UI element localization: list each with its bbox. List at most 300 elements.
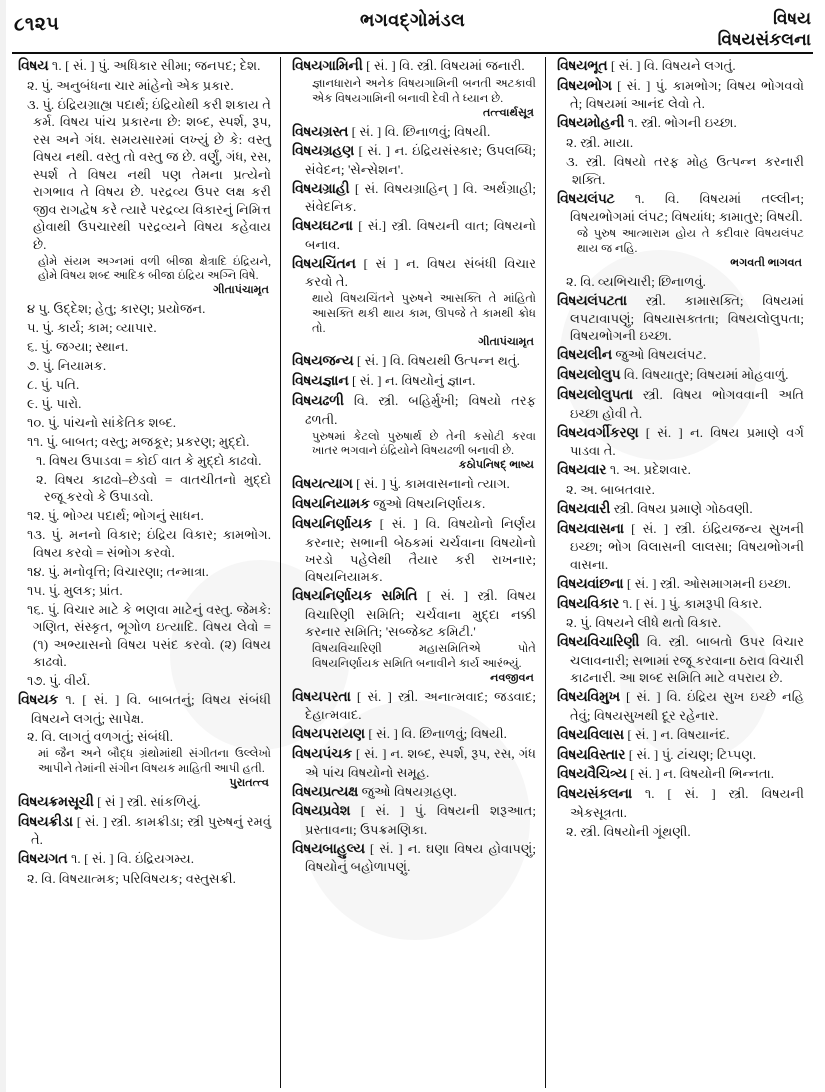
sense-number: ૧૭.	[27, 673, 46, 689]
grammar-label: અ.	[623, 462, 641, 477]
definition-text: માયા.	[603, 135, 634, 151]
entry-headword: વિષયક	[18, 692, 59, 708]
grammar-label: [ સં. ] વિ.	[610, 58, 659, 73]
definition-text: અધિકાર સીમા; જનપદ; દેશ.	[113, 58, 261, 73]
grammar-label: [ સં. ] પું.	[356, 476, 401, 492]
grammar-label: પું.	[47, 415, 60, 431]
definition-text: વિષય સંબંધી વિચાર કરવો તે.	[305, 255, 536, 289]
text-column-3	[545, 57, 813, 1088]
definition-text: વિષયની એકસૂત્રતા.	[570, 786, 804, 820]
definition-text: વ્યભિચારી; છિનાળવું.	[597, 273, 706, 289]
sense-number: ૧.	[644, 786, 655, 802]
grammar-label: [ સં. ] વિ.	[368, 726, 416, 742]
grammar-label: [ સં. ] પું.	[360, 803, 427, 819]
book-title: ભગવદ્ગોમંડલ	[359, 10, 466, 30]
entry-headword: વિષયઢળી	[292, 393, 344, 409]
dictionary-entry	[557, 57, 804, 75]
subsense-text: વિષય ઉપાડવા = કોઈ વાત કે મુદ્દો કાઢવો.	[48, 453, 262, 468]
definition-text: અનાત્મવાદ; જડવાદ; દેહાત્મવાદ.	[305, 688, 536, 723]
definition-text: નિયામક.	[57, 358, 107, 374]
definition-text: કાર્ય; કામ; વ્યાપાર.	[57, 320, 157, 336]
grammar-label: [ સં. ] સ્ત્રી.	[667, 786, 749, 802]
sense-number: ૫.	[27, 320, 39, 336]
dictionary-entry	[292, 352, 536, 370]
quotation-source: ગીતાપંચામૃત	[213, 284, 269, 297]
quotation-source: પુરાતત્ત્વ	[229, 777, 269, 790]
entry-headword: વિષયપંચક	[292, 746, 352, 762]
grammar-label: [ સં. ] સ્ત્રી.	[631, 520, 696, 536]
grammar-label: સ્ત્રી.	[585, 154, 606, 170]
definition-text: વિષયથી ઉત્પન્ન થતું.	[407, 353, 520, 369]
dictionary-entry	[292, 688, 536, 724]
sense-number: ૧૨.	[27, 508, 45, 524]
sense-number: ૧૫.	[27, 582, 46, 598]
grammar-label: [ સં. ] ન.	[369, 840, 421, 856]
grammar-label: વિ.	[580, 273, 595, 289]
grammar-label: [ સં. વિષયગ્રાહિન્ ] વિ.	[354, 180, 478, 196]
sense-number: ૧.	[70, 851, 81, 867]
dictionary-entry	[557, 765, 804, 783]
dictionary-entry	[292, 515, 536, 586]
definition-text: છિનાળવું; વિષયી.	[402, 123, 491, 139]
entry-headword: વિષયવિમુખ	[557, 689, 620, 705]
entry-headword: વિષયબાહુલ્ય	[292, 840, 365, 856]
grammar-label: [ સં. ] ન.	[645, 424, 704, 440]
grammar-label: પું.	[41, 77, 54, 93]
definition-text: વિષયો તરફ મોહ ઉત્પન્ન કરનારી શક્તિ.	[572, 154, 804, 187]
sense-number: ૩.	[27, 96, 39, 112]
quotation-source: તત્ત્વાર્થસૂત્ર	[482, 106, 534, 119]
guide-words	[718, 8, 811, 51]
definition-text: ઉદ્દેશ; હેતુ; કારણ; પ્રયોજન.	[53, 301, 206, 317]
entry-headword: વિષયપ્રત્યક્ષ	[292, 783, 359, 799]
entry-headword: વિષય	[18, 58, 49, 73]
grammar-label: [ સં. ] વિ.	[356, 353, 405, 369]
entry-headword: વિષયવૈચિત્ર્ય	[557, 766, 627, 782]
sense-number: ૧.	[609, 462, 620, 477]
definition-text: વિષયની શરૂઆત; પ્રસ્તાવના; ઉપક્રમણિકા.	[305, 803, 536, 837]
dictionary-entry	[292, 57, 536, 75]
dictionary-entry	[292, 217, 536, 253]
definition-text: બાબતનું; વિષય સંબંધી વિષયને લગતું; સાપેક્ષ.	[31, 692, 271, 726]
definition-text: વિષયોની ભિન્નતા.	[679, 766, 775, 782]
definition-text: વિષયોનો નિર્ણય કરનાર; સભાની બેઠકમાં ચર્ચવાના વિષયોનો ખરડો પહેલેથી તૈયાર કરી રાખનાર; વિષયનિયામક.	[305, 516, 536, 585]
text-column-2	[280, 57, 545, 1088]
dictionary-entry	[557, 386, 804, 422]
entry-sense	[18, 414, 271, 431]
illustrative-quotation: માં જૈન અને બૌદ્ધ ગ્રંથોમાંથી સંગીતના ઉલ્લેખો આપીને તેમાંની સંગીન વિષયક માહિતી આપી હતી.	[38, 747, 271, 776]
grammar-label: પું.	[42, 358, 55, 374]
dictionary-entry	[557, 595, 804, 613]
definition-text: ભોગની ઇચ્છા.	[664, 115, 737, 131]
illustrative-quotation: હોમે સંયમ અગ્નમાં વળી બીજા ક્ષેત્રાદિ ઇંદ્રિયને, હોમે વિષય શબ્દ આદિક બીજા ઇંદ્રિય અગ્નિ વિષે.	[38, 254, 271, 283]
sense-number: ૨.	[566, 273, 577, 289]
definition-text: ઇંદ્રિયગમ્ય.	[135, 851, 195, 867]
definition-text: વિષયાતુર; વિષયમાં મોહવાળું.	[641, 367, 789, 383]
entry-headword: વિષયલોલુપતા	[557, 387, 633, 403]
grammar-label: સ્ત્રી.	[613, 500, 634, 516]
definition-text: પ્રદેશવાર.	[643, 462, 691, 477]
entry-sense	[18, 870, 271, 887]
entry-headword: વિષયભોગ	[557, 77, 612, 93]
grammar-label: [ સં. ] પું.	[635, 595, 681, 611]
sense-number: ૧૩.	[27, 527, 46, 543]
definition-text: વિષયમાં તલ્લીન; વિષયભોગમાં લંપટ; વિષયાંધ; કામાતુર; વિષયી.	[570, 190, 804, 224]
definition-text: વિષય ભોગવવાની અતિ ઇચ્છા હોવી તે.	[570, 387, 804, 421]
entry-headword: વિષયત્યાગ	[292, 476, 353, 492]
entry-headword: વિષયવાંછના	[557, 575, 624, 591]
entry-headword: વિષયવિલાસ	[557, 726, 624, 742]
definition-text: ઇંદ્રિયજન્ય સુખની ઇચ્છા; ભોગ વિલાસની લાલસા; વિષયભોગની વાસના.	[570, 520, 805, 572]
grammar-label: વિ. સ્ત્રી.	[646, 634, 689, 650]
entry-headword: વિષયગ્રહણ	[292, 143, 355, 159]
grammar-label: [ સં. ] સ્ત્રી.	[356, 688, 418, 704]
entry-headword: વિષયજન્ય	[292, 353, 354, 369]
definition-text: વિચાર માટે કે ભણવા માટેનું વસ્તુ. જેમકે: ગણિત, સંસ્કૃત, ભૂગોળ ઇત્યાદિ. વિષય લેવો = (૧) અભ્યાસનો વિષય પસંદ કરવો. (૨) વિષય કાઢવો.	[33, 601, 271, 670]
dictionary-entry	[557, 500, 804, 518]
definition-text: વિષય પ્રમાણે વર્ગ પાડવા તે.	[570, 424, 804, 459]
grammar-label: પું.	[47, 601, 60, 617]
grammar-label: [ સં. ] પું.	[628, 746, 674, 762]
entry-headword: વિષયવિચારિણી	[557, 634, 640, 650]
dictionary-entry	[18, 793, 271, 811]
scan-artifact	[0, 0, 6, 1092]
grammar-label: [ સં. ] ન.	[630, 766, 677, 782]
entry-sense	[557, 614, 804, 631]
entry-headword: વિષયક્રીડા	[18, 814, 73, 829]
definition-text: વિષયોની ગૂંથણી.	[603, 823, 691, 839]
quotation-source: નવજીવન	[490, 671, 534, 684]
sense-number: ૨.	[566, 823, 577, 839]
definition-text: કામાસક્તિ; વિષયમાં લપટાવાપણું; વિષયાસક્તતા; વિષયલોલુપતા; વિષયભોગની ઇચ્છા.	[570, 292, 804, 344]
entry-sense	[557, 823, 804, 840]
quotation-source: ગીતાપંચામૃત	[478, 336, 534, 349]
entry-sense	[557, 273, 804, 290]
entry-headword: વિષયલીન	[557, 347, 612, 363]
illustrative-quotation: વિષયવિચારિણી મહાસમિતિએ પોતે વિષયનિર્ણાયક સમિતિ બનાવીને કાર્ય આરંભ્યું.	[312, 642, 536, 671]
entry-sense	[18, 96, 271, 253]
definition-text: વીર્ય.	[64, 673, 91, 689]
header-divider-rule	[12, 52, 813, 54]
entry-headword: વિષયસંકલના	[557, 786, 633, 802]
grammar-label: [ સં ] સ્ત્રી.	[97, 794, 147, 810]
definition-text: બહિર્મુખી; વિષયો તરફ ઢળતી.	[305, 393, 536, 427]
subsense-number: ૨.	[36, 471, 47, 487]
definition-text: વિષયને લગતું.	[661, 58, 736, 73]
entry-headword: વિષયગ્રસ્ત	[292, 123, 349, 139]
sense-number: ૧.	[51, 58, 62, 73]
definition-text: છિનાળવું; વિષયી.	[419, 726, 507, 742]
entry-headword: વિષયનિયામક	[292, 496, 370, 512]
definition-text: પારો.	[56, 396, 82, 412]
text-column-1	[12, 57, 280, 1088]
definition-text: વિષયની વાત; વિષયનો બનાવ.	[305, 218, 536, 252]
definition-text: કામક્રીડા; સ્ત્રી પુરુષનું રમવું તે.	[31, 814, 272, 848]
entry-headword: વિષયનિર્ણાયક સમિતિ	[292, 588, 418, 604]
grammar-label: [ સં. ] ન.	[352, 373, 399, 389]
dictionary-entry	[292, 142, 536, 178]
dictionary-entry	[557, 366, 804, 384]
definition-text: મનનો વિકાર; ઇંદ્રિય વિકાર; કામભોગ. વિષય કરવો = સંભોગ કરવો.	[33, 527, 271, 560]
grammar-label: વિ. સ્ત્રી.	[353, 393, 399, 409]
dictionary-entry	[292, 783, 536, 801]
subsense-text: વિષય કાઢવો–છેડવો = વાતચીતનો મુદ્દો રજૂ કરવો કે ઉપાડવો.	[44, 471, 271, 505]
entry-headword: વિષયવિકાર	[557, 595, 620, 611]
definition-text: ઓસમાગમની ઇચ્છા.	[683, 575, 791, 591]
guide-word-first: વિષય	[773, 9, 811, 28]
definition-text: અર્થગ્રાહી; સંવેદનિક.	[305, 180, 536, 215]
entry-headword: વિષયવર્ગીકરણ	[557, 424, 639, 440]
running-head	[0, 0, 825, 52]
definition-text: ભોગ્ય પદાર્થ; ભોગનું સાધન.	[62, 508, 204, 524]
grammar-label: પું.	[48, 582, 61, 598]
entry-sense	[18, 357, 271, 374]
entry-sense	[18, 507, 271, 524]
definition-text: મુલક; પ્રાંત.	[63, 582, 123, 598]
grammar-label: સ્ત્રી.	[580, 135, 601, 151]
entry-sense	[18, 319, 271, 336]
grammar-label: [ સં. ] ન.	[627, 726, 674, 742]
definition-text: સાંકળિયું.	[150, 794, 201, 810]
dictionary-entry	[557, 461, 804, 479]
dictionary-entry	[557, 424, 804, 460]
entry-sense	[18, 338, 271, 355]
entry-sense	[18, 526, 271, 561]
dictionary-entry	[557, 77, 804, 113]
grammar-label: પું.	[47, 508, 60, 524]
grammar-label: [ સં. ] સ્ત્રી.	[626, 575, 680, 591]
entry-headword: વિષયવિસ્તાર	[557, 746, 626, 762]
dictionary-entry	[557, 292, 804, 345]
entry-sense	[18, 376, 271, 393]
entry-headword: વિષયલોલુપ	[557, 367, 621, 383]
dictionary-entry	[18, 691, 271, 727]
sense-number: ૧.	[627, 115, 638, 131]
sense-number: ૮.	[27, 377, 38, 393]
definition-text: જુઓ વિષયગ્રહણ.	[361, 783, 457, 799]
entry-sense	[18, 395, 271, 412]
entry-headword: વિષયવાસના	[557, 520, 624, 536]
definition-text: વિષયાનંદ.	[676, 726, 730, 742]
entry-headword: વિષયઘટના	[292, 218, 353, 234]
dictionary-entry	[557, 726, 804, 744]
grammar-label: પું.	[42, 320, 54, 336]
grammar-label: વિ.	[664, 190, 680, 206]
grammar-label: સ્ત્રી.	[645, 292, 666, 308]
entry-sense	[557, 134, 804, 151]
grammar-label: [ સં. ] પું.	[65, 58, 110, 73]
sense-number: ૩.	[566, 154, 578, 170]
entry-headword: વિષયવારી	[557, 500, 611, 516]
entry-sense	[557, 153, 804, 188]
dictionary-entry	[292, 123, 536, 141]
dictionary-entry	[292, 255, 536, 291]
grammar-label: પું.	[48, 563, 60, 579]
grammar-label: [ સં. ] પું.	[617, 77, 668, 93]
definition-text: વિષયાત્મક; પરિવિષયક; વસ્તુસક્રી.	[58, 871, 236, 887]
definition-text: વિષય વિચારિણી સમિતિ; ચર્ચવાના મુદ્દા નક્કી કરનાર સમિતિ; 'સબ્જેક્ટ કમિટી.'	[305, 588, 536, 640]
sense-number: ૨.	[27, 871, 38, 887]
definition-text: વિષય પ્રમાણે ગોઠવણી.	[637, 500, 753, 516]
illustrative-quotation: પુરુષમાં કેટલો પુરુષાર્થ છે તેની કસોટી કરવા ખાતર ભગવાને ઇંદ્રિયોને વિષયઢળી બનાવી છે.	[312, 429, 536, 458]
dictionary-entry	[292, 180, 536, 216]
column-container	[12, 57, 813, 1088]
definition-text: પાંચનો સાંકેતિક શબ્દ.	[62, 415, 177, 431]
entry-sense	[18, 601, 271, 671]
definition-text: લાગતું વળગતું; સંબંધી.	[58, 729, 174, 745]
dictionary-entry	[557, 575, 804, 593]
grammar-label: [ સં. ] ન.	[358, 143, 408, 159]
grammar-label: [ સં ] ન.	[363, 255, 420, 271]
dictionary-entry	[292, 840, 536, 876]
entry-headword: વિષયગત	[18, 851, 68, 867]
sense-number: ૨.	[566, 481, 577, 497]
dictionary-entry	[557, 520, 804, 573]
definition-text: વિષયોનું જ્ઞાન.	[401, 373, 476, 389]
definition-text: ઘણા વિષય હોવાપણું; વિષયોનું બહોળાપણું.	[305, 840, 536, 875]
sense-number: ૨.	[27, 729, 38, 745]
dictionary-entry	[292, 725, 536, 743]
grammar-label: [ સં. ] સ્ત્રી.	[426, 588, 498, 604]
grammar-label: પું.	[51, 527, 64, 543]
grammar-label: વિ.	[41, 871, 56, 887]
dictionary-entry	[557, 785, 804, 821]
grammar-label: [ સં. ] વિ.	[625, 689, 682, 705]
definition-text: પતિ.	[55, 377, 80, 393]
illustrative-quotation: થાયે વિષયચિંતને પુરુષને આસક્તિ તે માંહિતો આસક્તિ થકી થાય કામ, ઊપજે તે કામથી ક્રોધ તો.	[312, 291, 536, 335]
sense-number: ૬.	[27, 339, 38, 355]
definition-text: કામવાસનાનો ત્યાગ.	[404, 476, 510, 492]
grammar-label: વિ.	[41, 729, 56, 745]
entry-headword: વિષયલંપટતા	[557, 292, 627, 308]
illustrative-quotation: જ્ઞાનધારાને અનેક વિષયગામિની બનતી અટકાવી એક વિષયગામિની બનાવી દેવી તે ધ્યાન છે.	[312, 76, 536, 105]
entry-subsense	[18, 452, 271, 469]
grammar-label: સ્ત્રી.	[580, 823, 601, 839]
sense-number: ૯.	[27, 396, 39, 412]
sense-number: ૧૬.	[27, 601, 45, 617]
quotation-source: કઠોપનિષદ્ ભાષ્ય	[458, 459, 534, 472]
entry-headword: વિષયપરાયણ	[292, 726, 365, 742]
dictionary-entry	[557, 688, 804, 724]
sense-number: ૪	[27, 301, 36, 317]
entry-headword: વિષયનિર્ણાયક	[292, 516, 372, 532]
sense-number: ૧.	[634, 190, 645, 206]
dictionary-entry	[557, 190, 804, 226]
dictionary-entry	[292, 745, 536, 781]
entry-headword: વિષયચિંતન	[292, 255, 356, 271]
entry-headword: વિષયભૂત	[557, 58, 608, 73]
sense-number: ૧૧.	[27, 434, 44, 450]
grammar-label: પું.	[40, 339, 53, 355]
grammar-label: સ્ત્રી.	[642, 387, 663, 403]
entry-sense	[18, 300, 271, 317]
grammar-label: પું.	[580, 615, 593, 631]
definition-text: ઇંદ્રિયસંસ્કાર; ઉપલબ્ધિ; સંવેદન; 'સેન્સેશન'.	[305, 143, 536, 177]
dictionary-entry	[18, 57, 271, 75]
sense-number: ૭.	[27, 358, 40, 374]
grammar-label: પુ.	[38, 301, 51, 317]
definition-text: જુઓ વિષયનિર્ણાયક.	[373, 496, 486, 512]
sense-number: ૧.	[622, 595, 633, 611]
dictionary-entry	[18, 850, 271, 868]
dictionary-entry	[292, 372, 536, 390]
definition-text: કામભોગ; વિષય ભોગવવો તે; વિષયમાં આનંદ લેવો તે.	[570, 77, 804, 112]
definition-text: ઇંદ્રિય સુખ ઇચ્છે નહિ તેવું; વિષયસુખથી દૂર રહેનાર.	[570, 689, 804, 723]
dictionary-entry	[292, 392, 536, 428]
dictionary-entry	[292, 587, 536, 640]
page-folio-number: ૮૧૨૫	[13, 13, 60, 36]
grammar-label: પું.	[42, 96, 55, 112]
guide-word-last: વિષયસંકલના	[717, 30, 811, 50]
illustrative-quotation: જે પુરુષ આત્મારામ હોય તે કદીવાર વિષયલંપટ થાય જ નહિ.	[577, 226, 804, 255]
entry-headword: વિષયમોહની	[557, 115, 625, 131]
quotation-source: ભગવતી ભાગવત	[730, 256, 802, 269]
grammar-label: [ સં. ] વિ.	[351, 123, 400, 139]
entry-subsense	[18, 471, 271, 506]
dictionary-entry	[557, 346, 804, 364]
dictionary-entry	[292, 802, 536, 838]
entry-headword: વિષયગામિની	[292, 58, 363, 73]
grammar-label: [ સં. ] વિ. સ્ત્રી.	[366, 58, 437, 73]
sense-number: ૨.	[566, 615, 577, 631]
grammar-label: પું.	[46, 434, 59, 450]
sense-number: ૧૦.	[27, 415, 45, 431]
entry-headword: વિષયવાર	[557, 462, 607, 477]
definition-text: અનુબંધના ચાર માંહેનો એક પ્રકાર.	[56, 77, 234, 93]
grammar-label: [ સં. ] વિ.	[82, 692, 142, 708]
entry-sense	[18, 77, 271, 94]
grammar-label: [ સં.] સ્ત્રી.	[358, 218, 412, 234]
sense-number: ૨.	[566, 135, 577, 151]
entry-sense	[18, 563, 271, 580]
entry-headword: વિષયલંપટ	[557, 190, 615, 206]
definition-text: બાબતવાર.	[600, 481, 655, 497]
definition-text: ઇંદ્રિયગ્રાહ્ય પદાર્થ; ઇંદ્રિયોથી કરી શકાય તે કર્મ. વિષય પાંચ પ્રકારના છે: શબ્દ, સ્પર્શ, રૂપ, રસ અને ગંધ. સમયસારમાં લખ્યું છે કે: વસ્તુ વિષય નથી. વસ્તુ તો વસ્તુ જ છે. વર્ણું, ગંધ, રસ, સ્પર્શ તે વિષય નથી પણ તેમના પ્રત્યેનો રાગભાવ તે વિષય છે. પરદ્રવ્ય ઉપર લક્ષ કરી જીવ રાગદ્વેષ કરે ત્યારે પરદ્રવ્ય વિકારનું નિમિત્ત હોવાથી ઉપચારથી પરદ્રવ્યને વિષય કહેવાય છે.	[33, 96, 271, 252]
definition-text: વિષયમાં જનારી.	[440, 58, 525, 73]
grammar-label: પું.	[41, 396, 54, 412]
sense-number: ૧૪.	[27, 563, 45, 579]
entry-headword: વિષયપરતા	[292, 688, 351, 704]
entry-sense	[18, 728, 271, 745]
entry-headword: વિષયગ્રાહી	[292, 180, 350, 196]
grammar-label: પું.	[40, 377, 53, 393]
definition-text: બાબતો ઉપર વિચાર ચલાવનારી; સભામાં રજૂ કરવાના ઠરાવ વિચારી કાઢનારી. આ શબ્દ સમિતિ માટે વપરાય છે.	[570, 634, 805, 686]
definition-text: જગ્યા; સ્થાન.	[55, 339, 129, 355]
grammar-label: પું.	[49, 673, 61, 689]
dictionary-entry	[557, 746, 804, 764]
dictionary-entry	[292, 495, 536, 513]
grammar-label: અ.	[580, 481, 598, 497]
grammar-label: [ સં. ] વિ.	[379, 516, 441, 532]
entry-headword: વિષયજ્ઞાન	[292, 373, 349, 389]
subsense-number: ૧.	[36, 453, 46, 468]
dictionary-entry	[18, 813, 271, 849]
entry-sense	[18, 672, 271, 689]
definition-text: કામરૂપી વિકાર.	[684, 595, 763, 611]
definition-text: વિષયને લીધે થતો વિકાર.	[595, 615, 722, 631]
entry-sense	[18, 582, 271, 599]
grammar-label: [ સં. ] સ્ત્રી.	[76, 814, 131, 829]
sense-number: ૨.	[27, 77, 38, 93]
entry-sense	[18, 433, 271, 450]
grammar-label: સ્ત્રી.	[641, 115, 661, 131]
entry-sense	[557, 481, 804, 498]
dictionary-entry	[557, 114, 804, 132]
definition-text: જુઓ વિષયલંપટ.	[615, 347, 707, 363]
grammar-label: [ સં. ] ન.	[355, 746, 404, 762]
definition-text: મનોવૃત્તિ; વિચારણા; તન્માત્રા.	[63, 563, 209, 579]
dictionary-entry	[557, 633, 804, 686]
